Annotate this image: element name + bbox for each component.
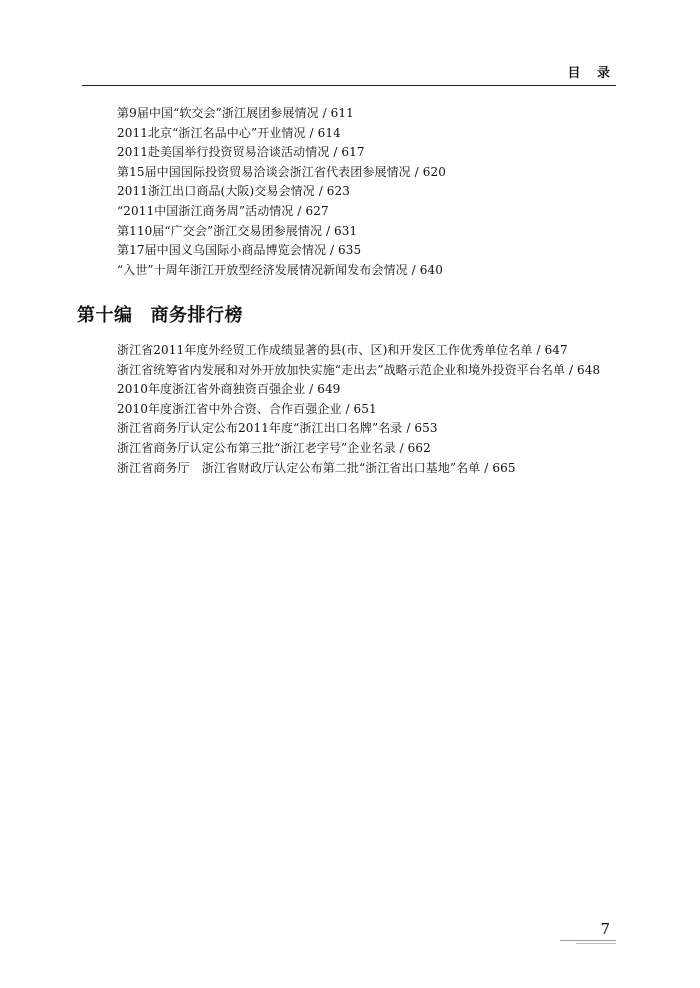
toc-list-top xyxy=(117,104,446,280)
toc-entry: “入世”十周年浙江开放型经济发展情况新闻发布会情况 / 640 xyxy=(117,262,443,277)
header-rule xyxy=(82,85,616,86)
toc-entry: 2010年度浙江省外商独资百强企业 / 649 xyxy=(117,382,341,397)
toc-entry: “2011中国浙江商务周”活动情况 / 627 xyxy=(117,203,329,218)
toc-entry: 2010年度浙江省中外合资、合作百强企业 / 651 xyxy=(117,401,377,416)
running-header xyxy=(82,64,616,88)
toc-entry: 第17届中国义乌国际小商品博览会情况 / 635 xyxy=(117,243,362,258)
page-number: 7 xyxy=(600,920,610,938)
toc-entry: 浙江省商务厅 浙江省财政厅认定公布第二批“浙江省出口基地”名单 / 665 xyxy=(117,460,516,475)
section-number: 第十编 xyxy=(77,305,133,326)
toc-entry: 2011浙江出口商品(大阪)交易会情况 / 623 xyxy=(117,184,350,199)
toc-entry: 浙江省商务厅认定公布第三批“浙江老字号”企业名录 / 662 xyxy=(117,440,431,455)
toc-entry: 2011赴美国举行投资贸易洽谈活动情况 / 617 xyxy=(117,145,365,160)
toc-entry: 第15届中国国际投资贸易洽谈会浙江省代表团参展情况 / 620 xyxy=(117,164,446,179)
section-heading xyxy=(77,304,243,328)
section-title: 商务排行榜 xyxy=(150,305,243,326)
toc-entry: 2011北京“浙江名品中心”开业情况 / 614 xyxy=(117,125,341,140)
page-footer xyxy=(560,918,616,948)
footer-rule-secondary xyxy=(576,943,616,944)
toc-entry: 浙江省统筹省内发展和对外开放加快实施“走出去”战略示范企业和境外投资平台名单 / 648 xyxy=(117,362,601,377)
toc-entry: 浙江省2011年度外经贸工作成绩显著的县(市、区)和开发区工作优秀单位名单 / 647 xyxy=(117,343,568,357)
toc-entry: 第9届中国“软交会”浙江展团参展情况 / 611 xyxy=(117,106,354,120)
toc-list-bottom xyxy=(117,341,600,478)
header-section-label: 目 录 xyxy=(567,66,616,81)
footer-rule xyxy=(560,940,616,941)
toc-entry: 第110届“广交会”浙江交易团参展情况 / 631 xyxy=(117,223,358,238)
toc-entry: 浙江省商务厅认定公布2011年度“浙江出口名牌”名录 / 653 xyxy=(117,421,438,436)
